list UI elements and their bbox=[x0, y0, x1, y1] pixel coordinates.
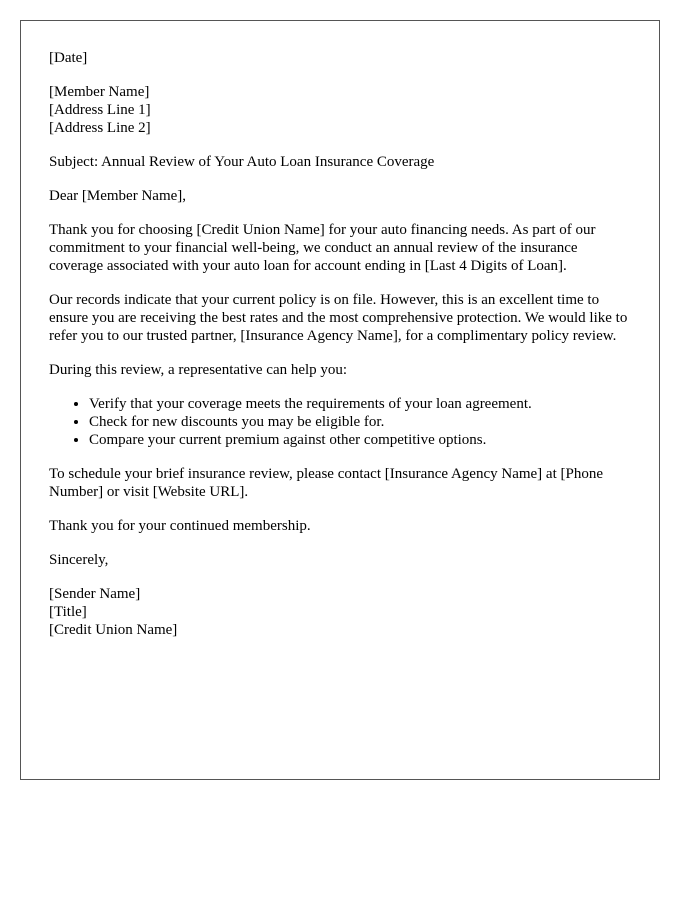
body-paragraph-thanks: Thank you for your continued membership. bbox=[49, 518, 311, 534]
list-item: • Verify that your coverage meets the requirements of your loan agreement. bbox=[89, 395, 631, 413]
letter-date: [Date] bbox=[49, 50, 88, 66]
sender-organization: [Credit Union Name] bbox=[49, 622, 178, 638]
body-paragraph-review-intro: During this review, a representative can help you: bbox=[49, 362, 348, 378]
letter-sign-off: Sincerely, bbox=[49, 552, 109, 568]
recipient-address-line-1: [Address Line 1] bbox=[49, 102, 151, 118]
sender-title: [Title] bbox=[49, 604, 87, 620]
body-paragraph-contact: To schedule your brief insurance review, please contact [Insurance Agency Name] at [Phone Number] or visit [Website URL]. bbox=[49, 466, 603, 500]
letter-page bbox=[20, 20, 660, 780]
list-item: • Check for new discounts you may be eligible for. bbox=[89, 413, 631, 431]
letter-salutation: Dear [Member Name], bbox=[49, 188, 187, 204]
review-benefits-list bbox=[49, 395, 631, 449]
recipient-name: [Member Name] bbox=[49, 84, 150, 100]
signature-block bbox=[49, 585, 631, 639]
recipient-address-line-2: [Address Line 2] bbox=[49, 120, 151, 136]
sender-name: [Sender Name] bbox=[49, 586, 141, 602]
body-paragraph-intro: Thank you for choosing [Credit Union Name] for your auto financing needs. As part of our commitment to your financial well-being, we conduct an annual review of the insurance coverage associated with your auto loan for account ending in [Last 4 Digits of Loan]. bbox=[49, 222, 596, 274]
letter-subject: Subject: Annual Review of Your Auto Loan Insurance Coverage bbox=[49, 154, 435, 170]
recipient-address-block bbox=[49, 83, 631, 137]
body-paragraph-referral: Our records indicate that your current policy is on file. However, this is an excellent time to ensure you are receiving the best rates and the most comprehensive protection. We would like to refer you to our trusted partner, [Insurance Agency Name], for a complimentary policy review. bbox=[49, 292, 628, 344]
list-item: • Compare your current premium against other competitive options. bbox=[89, 431, 631, 449]
